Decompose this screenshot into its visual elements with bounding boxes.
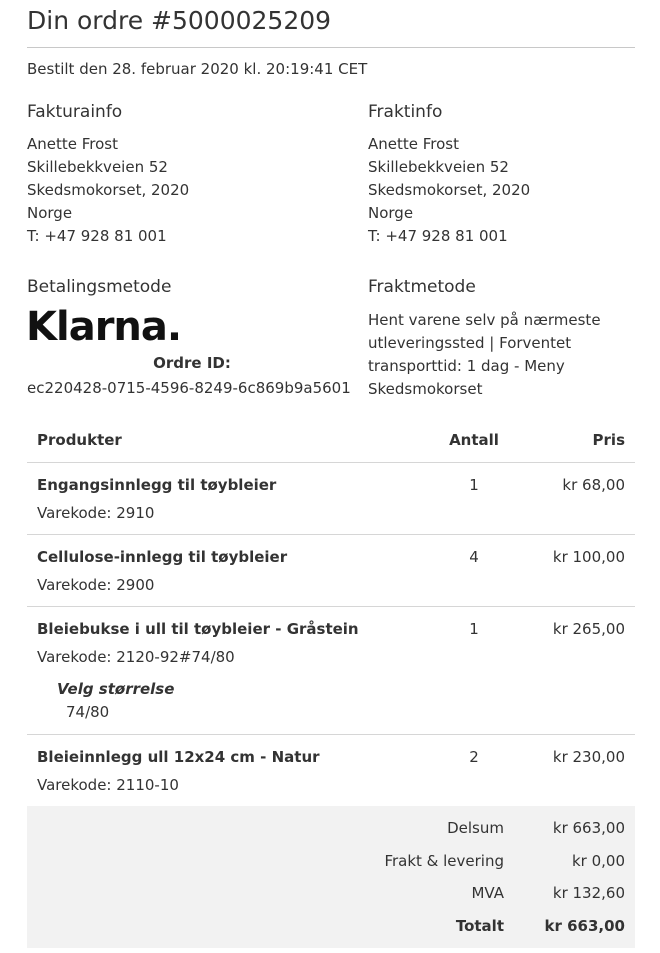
item-qty: 2 xyxy=(469,748,479,766)
billing-street: Skillebekkveien 52 xyxy=(27,158,168,176)
item-qty: 4 xyxy=(469,548,479,566)
shipping-method-line: Skedsmokorset xyxy=(368,380,483,398)
row-divider xyxy=(27,534,635,535)
item-name: Bleieinnlegg ull 12x24 cm - Natur xyxy=(37,748,320,766)
klarna-logo xyxy=(26,305,186,349)
page-title: Din ordre #5000025209 xyxy=(27,6,332,35)
vat-label: MVA xyxy=(471,884,504,902)
item-price: kr 68,00 xyxy=(562,476,625,494)
shipping-heading: Fraktinfo xyxy=(368,102,443,122)
shipping-cost-value: kr 0,00 xyxy=(571,852,625,870)
shipping-address xyxy=(368,133,530,248)
item-sku: Varekode: 2900 xyxy=(37,576,155,594)
item-option-value: 74/80 xyxy=(66,703,110,721)
item-name: Bleiebukse i ull til tøybleier - Gråstein xyxy=(37,620,359,638)
title-divider xyxy=(27,47,635,48)
shipping-country: Norge xyxy=(368,204,414,222)
shipping-city: Skedsmokorset, 2020 xyxy=(368,181,531,199)
shipping-phone: T: +47 928 81 001 xyxy=(368,227,508,245)
total-label: Totalt xyxy=(455,917,504,935)
row-divider xyxy=(27,734,635,735)
item-sku: Varekode: 2110-10 xyxy=(37,776,179,794)
shipping-name: Anette Frost xyxy=(368,135,460,153)
billing-heading: Fakturainfo xyxy=(27,102,123,122)
item-price: kr 230,00 xyxy=(552,748,625,766)
item-price: kr 100,00 xyxy=(552,548,625,566)
item-name: Cellulose-innlegg til tøybleier xyxy=(37,548,288,566)
vat-value: kr 132,60 xyxy=(552,884,625,902)
row-divider xyxy=(27,606,635,607)
item-sku: Varekode: 2120-92#74/80 xyxy=(37,648,235,666)
item-qty: 1 xyxy=(469,476,479,494)
klarna-logo-text: Klarna. xyxy=(26,305,182,345)
subtotal-label: Delsum xyxy=(447,819,504,837)
col-header-price: Pris xyxy=(592,431,625,449)
total-value: kr 663,00 xyxy=(544,917,625,935)
payment-heading: Betalingsmetode xyxy=(27,277,172,297)
item-sku: Varekode: 2910 xyxy=(37,504,155,522)
billing-city: Skedsmokorset, 2020 xyxy=(27,181,190,199)
col-header-product: Produkter xyxy=(37,431,122,449)
billing-name: Anette Frost xyxy=(27,135,119,153)
shipping-method-line: transporttid: 1 dag - Meny xyxy=(368,357,565,375)
col-header-qty: Antall xyxy=(449,431,499,449)
shipping-method-text xyxy=(368,309,638,401)
item-name: Engangsinnlegg til tøybleier xyxy=(37,476,277,494)
subtotal-value: kr 663,00 xyxy=(552,819,625,837)
shipping-method-line: Hent varene selv på nærmeste xyxy=(368,311,601,329)
shipping-method-line: utleveringssted | Forventet xyxy=(368,334,572,352)
item-price: kr 265,00 xyxy=(552,620,625,638)
item-option-label: Velg størrelse xyxy=(57,680,175,698)
order-id-label: Ordre ID: xyxy=(153,354,231,372)
shipping-method-heading: Fraktmetode xyxy=(368,277,476,297)
shipping-cost-label: Frakt & levering xyxy=(384,852,504,870)
item-qty: 1 xyxy=(469,620,479,638)
table-divider xyxy=(27,462,635,463)
billing-phone: T: +47 928 81 001 xyxy=(27,227,167,245)
billing-address xyxy=(27,133,189,248)
billing-country: Norge xyxy=(27,204,73,222)
shipping-street: Skillebekkveien 52 xyxy=(368,158,509,176)
order-id-value: ec220428-0715-4596-8249-6c869b9a5601 xyxy=(27,379,351,397)
order-date: Bestilt den 28. februar 2020 kl. 20:19:41 CET xyxy=(27,60,368,78)
